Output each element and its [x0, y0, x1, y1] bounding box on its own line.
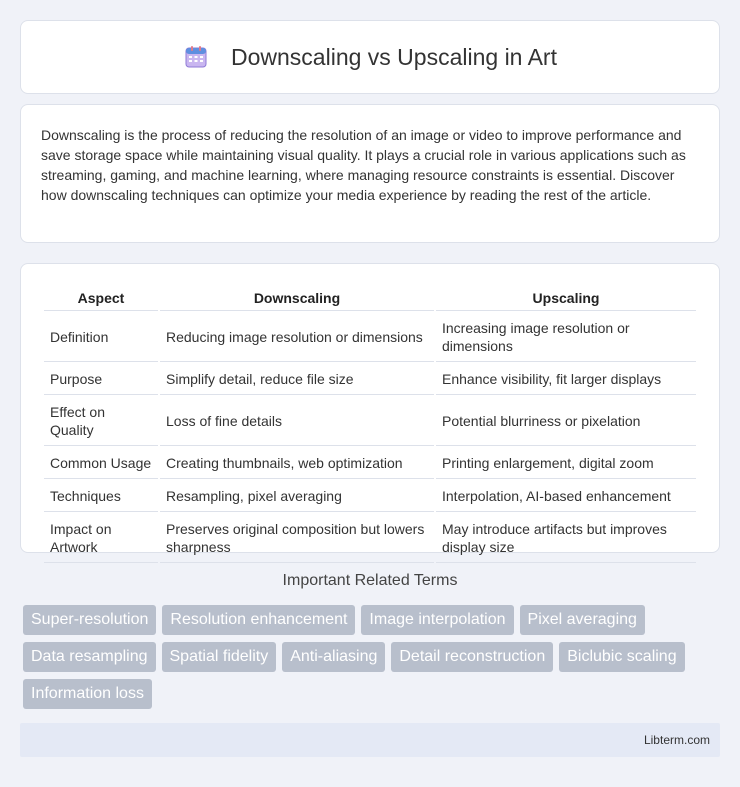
table-cell: May introduce artifacts but improves display size	[436, 514, 696, 563]
table-cell: Printing enlargement, digital zoom	[436, 448, 696, 479]
table-row	[44, 448, 696, 479]
page-title: Downscaling vs Upscaling in Art	[231, 43, 557, 70]
column-header: Upscaling	[436, 286, 696, 311]
table-row	[44, 397, 696, 446]
table-row	[44, 313, 696, 362]
table-cell: Techniques	[44, 481, 158, 512]
table-cell: Simplify detail, reduce file size	[160, 364, 434, 395]
title-card	[20, 20, 720, 94]
term-tag[interactable]: Anti-aliasing	[282, 642, 385, 672]
term-tag[interactable]: Information loss	[23, 679, 152, 709]
term-tag[interactable]: Resolution enhancement	[162, 605, 355, 635]
term-tag[interactable]: Biclubic scaling	[559, 642, 684, 672]
table-cell: Potential blurriness or pixelation	[436, 397, 696, 446]
related-terms-list	[23, 605, 723, 709]
column-header: Downscaling	[160, 286, 434, 311]
table-cell: Impact on Artwork	[44, 514, 158, 563]
comparison-card	[20, 263, 720, 553]
table-cell: Purpose	[44, 364, 158, 395]
table-cell: Effect on Quality	[44, 397, 158, 446]
table-cell: Creating thumbnails, web optimization	[160, 448, 434, 479]
table-row	[44, 364, 696, 395]
table-cell: Reducing image resolution or dimensions	[160, 313, 434, 362]
calendar-icon	[183, 44, 209, 70]
intro-card	[20, 104, 720, 243]
table-cell: Common Usage	[44, 448, 158, 479]
table-row	[44, 481, 696, 512]
related-terms-title: Important Related Terms	[282, 572, 458, 589]
table-cell: Interpolation, AI-based enhancement	[436, 481, 696, 512]
term-tag[interactable]: Data resampling	[23, 642, 156, 672]
table-cell: Enhance visibility, fit larger displays	[436, 364, 696, 395]
column-header: Aspect	[44, 286, 158, 311]
term-tag[interactable]: Pixel averaging	[520, 605, 645, 635]
table-cell: Resampling, pixel averaging	[160, 481, 434, 512]
table-row	[44, 514, 696, 563]
table-header-row	[44, 286, 696, 311]
comparison-table	[42, 284, 698, 565]
term-tag[interactable]: Detail reconstruction	[391, 642, 553, 672]
footer-site-link[interactable]: Libterm.com	[643, 733, 710, 747]
table-cell: Loss of fine details	[160, 397, 434, 446]
table-cell: Definition	[44, 313, 158, 362]
term-tag[interactable]: Spatial fidelity	[162, 642, 277, 672]
term-tag[interactable]: Image interpolation	[361, 605, 513, 635]
table-cell: Preserves original composition but lowers sharpness	[160, 514, 434, 563]
intro-text: Downscaling is the process of reducing the resolution of an image or video to improve performance and save storage space while maintaining visual quality. It plays a crucial role in various applications such as streaming, gaming, and machine learning, where managing resource constraints is essential. Discover how downscaling techniques can optimize your media experience by reading the rest of the article.	[41, 127, 686, 203]
footer	[20, 723, 720, 757]
term-tag[interactable]: Super-resolution	[23, 605, 156, 635]
table-cell: Increasing image resolution or dimensions	[436, 313, 696, 362]
